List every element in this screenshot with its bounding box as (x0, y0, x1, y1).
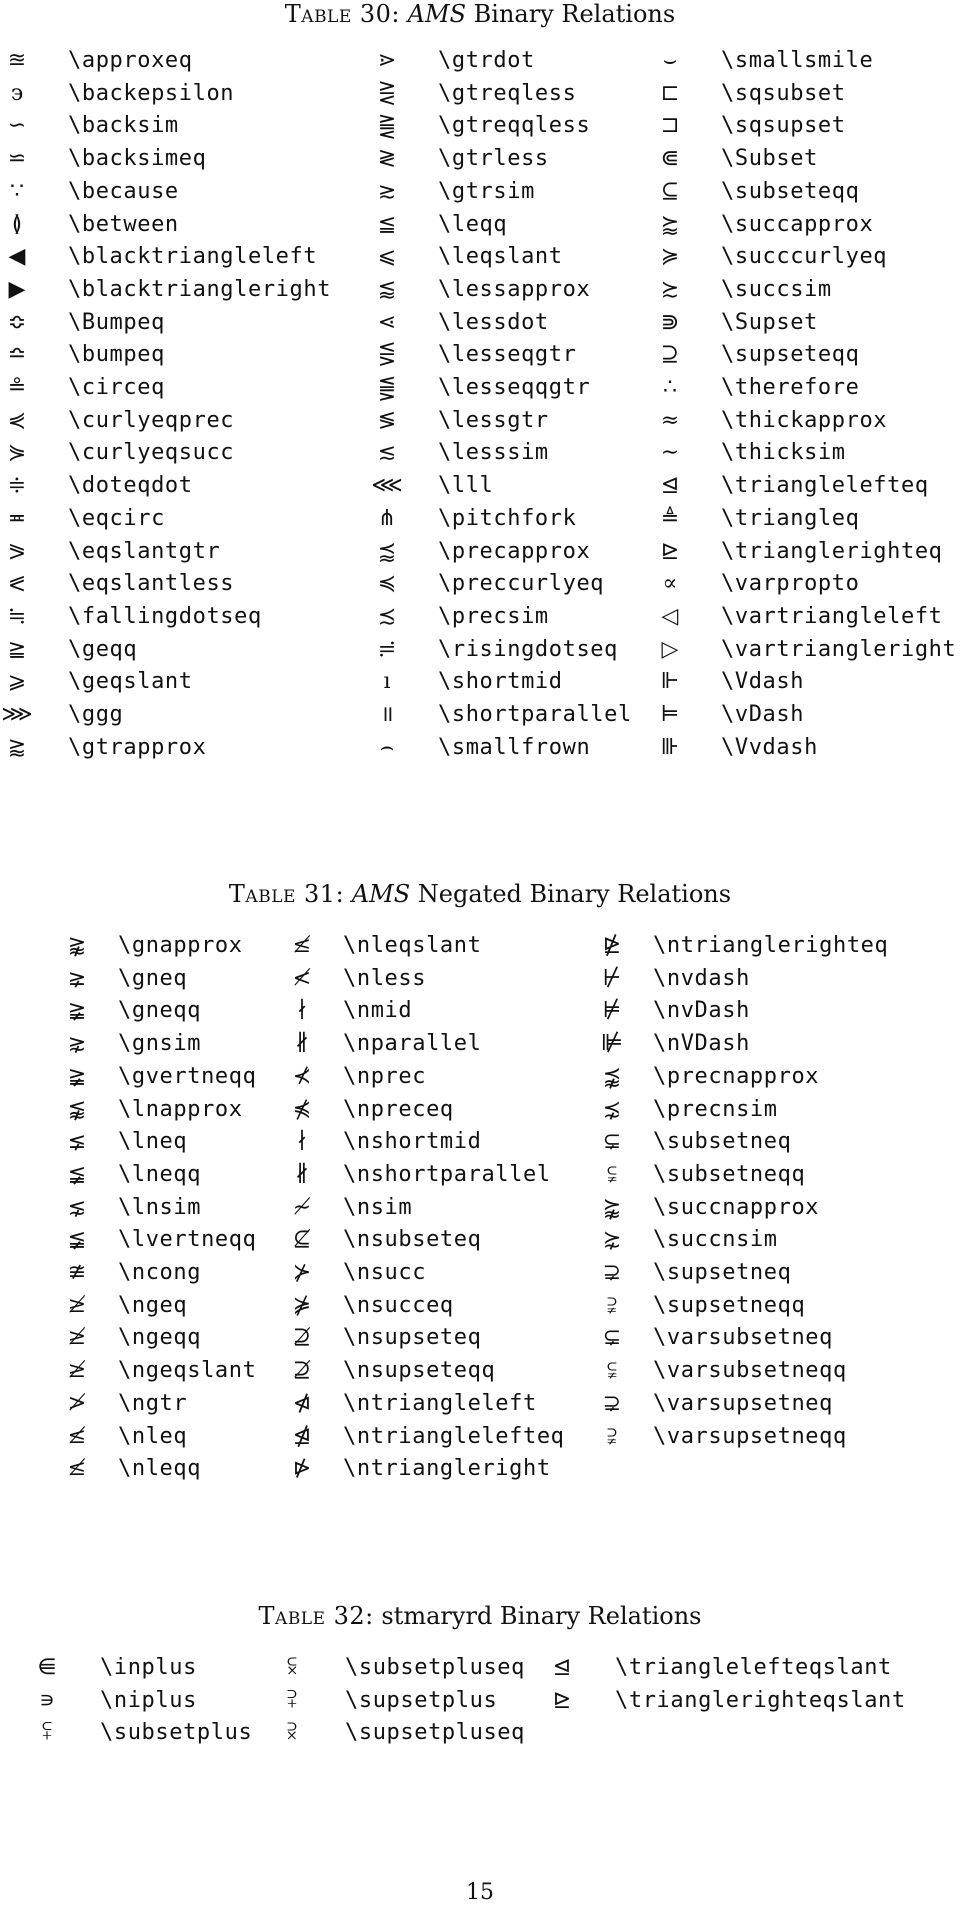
latex-command: \shortparallel (438, 702, 632, 727)
relation-symbol: ⪊ (67, 933, 87, 958)
relation-symbol: ⋦ (67, 1194, 87, 1220)
relation-symbol: ⊭ (602, 998, 622, 1024)
relation-symbol: ⫌ (607, 1292, 617, 1318)
latex-command: \ngeqslant (118, 1358, 257, 1384)
latex-command: \circeq (68, 375, 165, 400)
relation-symbol: ⫋ (607, 1161, 617, 1187)
latex-command: \thicksim (721, 440, 846, 466)
relation-symbol: ≱ (67, 1358, 87, 1384)
latex-command: \niplus (100, 1687, 197, 1713)
relation-symbol: ≗ (7, 375, 27, 400)
latex-command: \trianglelefteqslant (615, 1655, 892, 1680)
relation-symbol: ∦ (295, 1031, 309, 1057)
relation-symbol: ⊴ (552, 1655, 572, 1680)
relation-symbol: ⋐ (660, 146, 680, 172)
relation-symbol: ≎ (7, 309, 27, 335)
relation-symbol: ≒ (7, 603, 27, 629)
relation-symbol: ⊈ (292, 1227, 312, 1253)
latex-command: \triangleq (721, 505, 860, 531)
latex-command: \therefore (721, 375, 860, 400)
latex-command: \supsetneq (653, 1260, 792, 1285)
latex-command: \subseteqq (721, 178, 860, 204)
relation-symbol: ≧ (7, 636, 27, 662)
latex-command: \ngeqq (118, 1325, 202, 1351)
latex-command: \curlyeqprec (68, 407, 235, 433)
ams-logo: AMS (407, 0, 467, 28)
relation-symbol: ⌣ (662, 48, 678, 73)
relation-symbol: ⫌ (607, 1423, 617, 1449)
relation-symbol: ⋗ (377, 48, 397, 73)
relation-symbol: ⊪ (660, 734, 680, 760)
latex-command: \preccurlyeq (438, 571, 605, 597)
relation-symbol: ⪿ (42, 1720, 52, 1746)
latex-command: \lll (438, 473, 494, 499)
latex-command: \doteqdot (68, 473, 193, 499)
latex-command: \lessapprox (438, 276, 591, 302)
relation-symbol: ⪋ (377, 375, 397, 400)
relation-symbol: ≨ (67, 1227, 87, 1253)
relation-symbol: ≶ (377, 407, 397, 433)
latex-command: \vDash (721, 702, 805, 727)
latex-command: \subsetneq (653, 1129, 792, 1155)
latex-command: \approxeq (68, 48, 193, 73)
relation-symbol: ≑ (7, 473, 27, 499)
relation-symbol: ≩ (67, 1063, 87, 1089)
relation-symbol: ⪺ (602, 1194, 622, 1220)
relation-symbol: ⋨ (602, 1096, 622, 1122)
latex-command: \lneq (118, 1129, 188, 1155)
table-31-caption (0, 880, 960, 908)
latex-command: \supsetplus (345, 1687, 498, 1713)
relation-symbol: ⋔ (377, 505, 397, 531)
relation-symbol: ⊋ (602, 1260, 622, 1285)
relation-symbol: ⪕ (7, 571, 27, 597)
relation-symbol: ≰ (292, 933, 312, 958)
latex-command: \gneq (118, 965, 188, 991)
relation-symbol: ≰ (67, 1456, 87, 1482)
latex-command: \fallingdotseq (68, 603, 262, 629)
relation-symbol: ⪷ (377, 538, 397, 564)
latex-command: \nVDash (653, 1031, 750, 1057)
relation-symbol: ⫋ (607, 1358, 617, 1384)
latex-command: \gtrsim (438, 178, 535, 204)
relation-symbol: ⊉ (292, 1358, 312, 1384)
latex-command: \gtrless (438, 146, 549, 172)
latex-command: \lessgtr (438, 407, 549, 433)
table-32-grid (0, 1652, 960, 1762)
latex-command: \shortmid (438, 669, 563, 695)
relation-symbol: ⪖ (7, 538, 27, 564)
latex-command: \ntrianglerighteq (653, 933, 889, 958)
latex-command: \gtreqqless (438, 113, 591, 139)
relation-symbol: ≖ (7, 505, 27, 531)
relation-symbol: ⫁ (287, 1655, 297, 1680)
latex-command: \trianglelefteq (721, 473, 929, 499)
latex-command: \Bumpeq (68, 309, 165, 335)
latex-command: \supseteqq (721, 342, 860, 368)
latex-command: \nvdash (653, 965, 750, 991)
latex-command: \gtreqless (438, 80, 577, 106)
relation-symbol: ⋹ (37, 1655, 57, 1680)
relation-symbol: ∴ (663, 375, 677, 400)
table-title: stmaryrd Binary Relations (381, 1602, 702, 1630)
latex-command: \supsetpluseq (345, 1720, 525, 1746)
relation-symbol: ⊐ (660, 113, 680, 139)
latex-command: \succsim (721, 276, 832, 302)
latex-command: \subsetplus (100, 1720, 253, 1746)
latex-command: \ntriangleright (343, 1456, 551, 1482)
latex-command: \backsim (68, 113, 179, 139)
relation-symbol: ◀ (8, 244, 26, 270)
latex-command: \Subset (721, 146, 818, 172)
relation-symbol: ⋫ (292, 1456, 312, 1482)
relation-symbol: ∽ (7, 113, 27, 139)
latex-command: \npreceq (343, 1096, 454, 1122)
relation-symbol: ≬ (11, 211, 23, 237)
latex-command: \smallsmile (721, 48, 874, 73)
table-label: Table 30: (284, 0, 401, 28)
relation-symbol: ⊏ (660, 80, 680, 106)
latex-command: \varsupsetneqq (653, 1423, 847, 1449)
relation-symbol: ⊯ (600, 1031, 624, 1057)
latex-command: \nshortparallel (343, 1161, 551, 1187)
latex-command: \ncong (118, 1260, 202, 1285)
latex-command: \nparallel (343, 1031, 482, 1057)
latex-command: \ngeq (118, 1292, 188, 1318)
relation-symbol: ∍ (39, 1687, 55, 1713)
relation-symbol: ⫂ (287, 1720, 297, 1746)
latex-command: \succnapprox (653, 1194, 820, 1220)
latex-command: \Supset (721, 309, 818, 335)
latex-command: \thickapprox (721, 407, 888, 433)
latex-command: \varpropto (721, 571, 860, 597)
relation-symbol: ∼ (660, 440, 680, 466)
latex-command: \ntriangleleft (343, 1390, 537, 1416)
latex-command: \succcurlyeq (721, 244, 888, 270)
relation-symbol: ⪅ (377, 276, 397, 302)
latex-command: \nsucc (343, 1260, 427, 1285)
latex-command: \nmid (343, 998, 413, 1024)
relation-symbol: ⪈ (67, 965, 87, 991)
latex-command: \nleqslant (343, 933, 482, 958)
relation-symbol: ∤ (296, 1129, 308, 1155)
latex-command: \nsupseteq (343, 1325, 482, 1351)
latex-command: \risingdotseq (438, 636, 618, 662)
relation-symbol: ≮ (292, 965, 312, 991)
relation-symbol: ⊋ (602, 1390, 622, 1416)
latex-command: \nleq (118, 1423, 188, 1449)
table-32-caption (0, 1602, 960, 1630)
relation-symbol: ≰ (67, 1423, 87, 1449)
latex-command: \Vdash (721, 669, 805, 695)
latex-command: \ggg (68, 702, 124, 727)
table-title: Binary Relations (473, 0, 676, 28)
table-30-grid (0, 45, 960, 775)
relation-symbol: ⊨ (660, 702, 680, 727)
relation-symbol: ≓ (377, 636, 397, 662)
relation-symbol: ⪆ (7, 734, 27, 760)
relation-symbol: ⪇ (67, 1129, 87, 1155)
relation-symbol: ⊵ (660, 538, 680, 564)
latex-command: \lesssim (438, 440, 549, 466)
latex-command: \succnsim (653, 1227, 778, 1253)
latex-command: \eqslantless (68, 571, 235, 597)
relation-symbol: ⊁ (292, 1260, 312, 1285)
relation-symbol: ॥ (380, 702, 394, 727)
relation-symbol: ⫀ (287, 1687, 297, 1713)
relation-symbol: ≿ (660, 276, 680, 302)
latex-command: \nsubseteq (343, 1227, 482, 1253)
latex-command: \sqsupset (721, 113, 846, 139)
relation-symbol: ⌢ (379, 734, 395, 760)
relation-symbol: ≱ (67, 1325, 87, 1351)
relation-symbol: ⊵ (552, 1687, 572, 1713)
latex-command: \gtrapprox (68, 734, 207, 760)
relation-symbol: ◁ (661, 603, 679, 629)
latex-command: \lneqq (118, 1161, 202, 1187)
latex-command: \leqq (438, 211, 508, 237)
latex-command: \sqsubset (721, 80, 846, 106)
latex-command: \pitchfork (438, 505, 577, 531)
relation-symbol: ⊴ (660, 473, 680, 499)
relation-symbol: ⋛ (377, 80, 397, 106)
relation-symbol: ∤ (296, 998, 308, 1024)
relation-symbol: ⋚ (377, 342, 397, 368)
relation-symbol: ≦ (377, 211, 397, 237)
latex-command: \geqq (68, 636, 138, 662)
relation-symbol: ≼ (377, 571, 397, 597)
relation-symbol: ⋟ (7, 440, 27, 466)
relation-symbol: ≁ (292, 1194, 312, 1220)
relation-symbol: ⊩ (660, 669, 680, 695)
ams-logo: AMS (351, 880, 411, 908)
relation-symbol: ⋞ (7, 407, 27, 433)
latex-command: \nshortmid (343, 1129, 482, 1155)
latex-command: \subsetpluseq (345, 1655, 525, 1680)
relation-symbol: ∝ (662, 571, 678, 597)
relation-symbol: ∦ (295, 1161, 309, 1187)
latex-command: \gneqq (118, 998, 202, 1024)
latex-command: \lnapprox (118, 1096, 243, 1122)
relation-symbol: ⋑ (660, 309, 680, 335)
relation-symbol: ⋙ (1, 702, 33, 727)
relation-symbol: ⋖ (377, 309, 397, 335)
relation-symbol: ≲ (377, 440, 397, 466)
latex-command: \blacktriangleleft (68, 244, 318, 270)
latex-command: \varsubsetneq (653, 1325, 833, 1351)
table-label: Table 32: (258, 1602, 374, 1630)
relation-symbol: ≨ (67, 1161, 87, 1187)
relation-symbol: ⊊ (602, 1325, 622, 1351)
relation-symbol: ≾ (377, 603, 397, 629)
latex-command: \eqcirc (68, 505, 165, 531)
relation-symbol: ≩ (67, 998, 87, 1024)
latex-command: \precapprox (438, 538, 591, 564)
latex-command: \lvertneqq (118, 1227, 257, 1253)
latex-command: \nleqq (118, 1456, 202, 1482)
relation-symbol: ≏ (7, 342, 27, 368)
latex-command: \backsimeq (68, 146, 207, 172)
relation-symbol: ≷ (377, 146, 397, 172)
latex-command: \succapprox (721, 211, 874, 237)
latex-command: \supsetneqq (653, 1292, 806, 1318)
relation-symbol: ⋡ (292, 1292, 312, 1318)
page-number: 15 (466, 1880, 494, 1905)
relation-symbol: ▶ (8, 276, 26, 302)
latex-command: \lesseqgtr (438, 342, 577, 368)
relation-symbol: ▷ (661, 636, 679, 662)
latex-command: \nvDash (653, 998, 750, 1024)
relation-symbol: ⪹ (602, 1063, 622, 1089)
latex-command: \eqslantgtr (68, 538, 221, 564)
latex-command: \Vvdash (721, 734, 818, 760)
latex-command: \backepsilon (68, 80, 235, 106)
relation-symbol: ⋪ (292, 1390, 312, 1416)
relation-symbol: ⋍ (7, 146, 27, 172)
latex-command: \leqslant (438, 244, 563, 270)
latex-command: \trianglerighteq (721, 538, 943, 564)
latex-command: \varsupsetneq (653, 1390, 833, 1416)
latex-command: \gvertneqq (118, 1063, 257, 1089)
relation-symbol: ⊬ (602, 965, 622, 991)
table-31-grid (0, 930, 960, 1490)
relation-symbol: ⋠ (292, 1096, 312, 1122)
relation-symbol: ⊉ (292, 1325, 312, 1351)
latex-command: \nless (343, 965, 427, 991)
relation-symbol: ≽ (660, 244, 680, 270)
relation-symbol: ≯ (67, 1390, 87, 1416)
relation-symbol: ⪸ (660, 211, 680, 237)
latex-command: \vartriangleright (721, 636, 957, 662)
latex-command: \blacktriangleright (68, 276, 332, 302)
latex-command: \between (68, 211, 179, 237)
relation-symbol: ≱ (67, 1292, 87, 1318)
latex-command: \gnapprox (118, 933, 243, 958)
latex-command: \gtrdot (438, 48, 535, 73)
latex-command: \lessdot (438, 309, 549, 335)
latex-command: \nsupseteqq (343, 1358, 496, 1384)
relation-symbol: ⊇ (660, 342, 680, 368)
latex-command: \precnsim (653, 1096, 778, 1122)
latex-command: \precsim (438, 603, 549, 629)
latex-command: \lesseqqgtr (438, 375, 591, 400)
latex-command: \ngtr (118, 1390, 188, 1416)
latex-command: \trianglerighteqslant (615, 1687, 906, 1713)
latex-command: \inplus (100, 1655, 197, 1680)
latex-command: \nprec (343, 1063, 427, 1089)
relation-symbol: ≊ (7, 48, 27, 73)
latex-command: \precnapprox (653, 1063, 820, 1089)
latex-command: \nsucceq (343, 1292, 454, 1318)
relation-symbol: ⩽ (377, 244, 397, 270)
latex-command: \ntrianglelefteq (343, 1423, 565, 1449)
latex-command: \gnsim (118, 1031, 202, 1057)
relation-symbol: ⋘ (371, 473, 403, 499)
latex-command: \bumpeq (68, 342, 165, 368)
relation-symbol: ı (383, 669, 391, 695)
table-title: Negated Binary Relations (417, 880, 732, 908)
relation-symbol: ⋩ (602, 1227, 622, 1253)
relation-symbol: ≜ (660, 505, 680, 531)
latex-command: \vartriangleleft (721, 603, 943, 629)
relation-symbol: ⊊ (602, 1129, 622, 1155)
table-label: Table 31: (228, 880, 345, 908)
relation-symbol: ⊆ (660, 178, 680, 204)
table-30-caption (0, 0, 960, 28)
latex-command: \lnsim (118, 1194, 202, 1220)
relation-symbol: ϶ (10, 80, 24, 106)
relation-symbol: ∵ (10, 178, 24, 204)
latex-command: \geqslant (68, 669, 193, 695)
relation-symbol: ≇ (67, 1260, 87, 1285)
latex-command: \smallfrown (438, 734, 591, 760)
latex-command: \nsim (343, 1194, 413, 1220)
relation-symbol: ⋧ (67, 1031, 87, 1057)
relation-symbol: ⋬ (292, 1423, 312, 1449)
relation-symbol: ≳ (377, 178, 397, 204)
latex-command: \curlyeqsucc (68, 440, 235, 466)
latex-command: \varsubsetneqq (653, 1358, 847, 1384)
relation-symbol: ⪌ (377, 113, 397, 139)
relation-symbol: ⋭ (602, 933, 622, 958)
latex-command: \because (68, 178, 179, 204)
relation-symbol: ⊀ (292, 1063, 312, 1089)
relation-symbol: ≈ (660, 407, 680, 433)
relation-symbol: ⩾ (7, 669, 27, 695)
relation-symbol: ⪉ (67, 1096, 87, 1122)
latex-command: \subsetneqq (653, 1161, 806, 1187)
